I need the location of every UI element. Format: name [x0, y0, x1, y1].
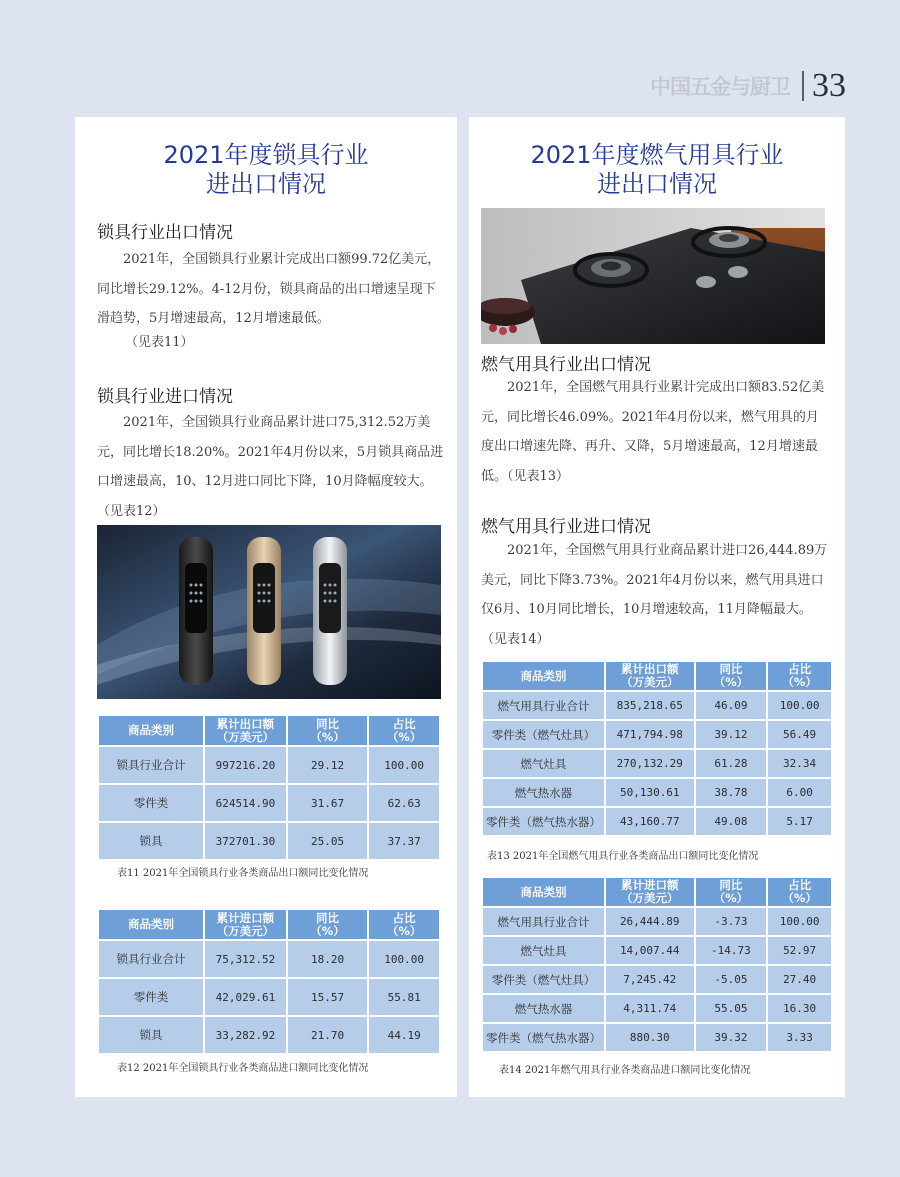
table-row: [482, 749, 832, 778]
cell-amount: 372701.30: [204, 822, 287, 860]
lock-import-paragraph: 2021年，全国锁具行业商品累计进口75,312.52万美元，同比增长18.20%。2021年4月份以来，5月锁具商品进口增速最高，10、12月进口同比下降，10月降幅度较大。（见表12）: [97, 415, 444, 519]
header-category: 商品类别: [98, 909, 204, 940]
cell-share: 62.63: [368, 784, 440, 822]
cell-category: 燃气灶具: [482, 749, 605, 778]
gas-export-paragraph: 2021年，全国燃气用具行业累计完成出口额83.52亿美元，同比增长46.09%。2021年4月份以来，燃气用具的月度出口增速先降、再升、又降，5月增速最高，12月增速最低。（见表13）: [481, 380, 825, 484]
cell-yoy: 55.05: [695, 994, 768, 1023]
cell-category: 零件类（燃气灶具）: [482, 720, 605, 749]
header-yoy: 同比 （%）: [695, 877, 768, 907]
table-header-row: [482, 661, 832, 691]
page-header: [650, 66, 846, 106]
cell-yoy: 46.09: [695, 691, 768, 720]
magazine-logo: 中国五金与厨卫: [650, 75, 790, 99]
table-header-row: [98, 909, 440, 940]
cell-amount: 26,444.89: [605, 907, 695, 936]
lock-import-heading: 锁具行业进口情况: [97, 387, 233, 407]
header-share: 占比 （%）: [368, 715, 440, 746]
table-row: [98, 940, 440, 978]
smart-lock-photo: [97, 525, 441, 699]
header-category: 商品类别: [482, 877, 605, 907]
cell-yoy: -14.73: [695, 936, 768, 965]
gas-stove-photo: [481, 208, 825, 344]
cell-share: 55.81: [368, 978, 440, 1016]
table-row: [482, 1023, 832, 1052]
cell-amount: 33,282.92: [204, 1016, 287, 1054]
table-row: [482, 691, 832, 720]
cell-share: 6.00: [767, 778, 832, 807]
cell-yoy: 38.78: [695, 778, 768, 807]
cell-category: 锁具行业合计: [98, 940, 204, 978]
cell-yoy: 49.08: [695, 807, 768, 836]
title-line-2: 进出口情况: [597, 170, 717, 198]
cell-share: 44.19: [368, 1016, 440, 1054]
table-13-gas-export: [481, 660, 833, 837]
header-share: 占比 （%）: [767, 661, 832, 691]
table-row: [482, 936, 832, 965]
cell-yoy: 39.32: [695, 1023, 768, 1052]
cell-yoy: 29.12: [287, 746, 369, 784]
table-12-caption: 表12 2021年全国锁具行业各类商品进口额同比变化情况: [117, 1063, 369, 1074]
cell-yoy: 21.70: [287, 1016, 369, 1054]
table-row: [98, 746, 440, 784]
cell-share: 5.17: [767, 807, 832, 836]
cell-share: 32.34: [767, 749, 832, 778]
smart-lock-image: [97, 525, 441, 699]
cell-amount: 997216.20: [204, 746, 287, 784]
table-14-caption: 表14 2021年燃气用具行业各类商品进口额同比变化情况: [499, 1065, 751, 1076]
cell-share: 16.30: [767, 994, 832, 1023]
lock-export-heading: 锁具行业出口情况: [97, 223, 233, 243]
page-number: 33: [812, 67, 846, 104]
cell-share: 27.40: [767, 965, 832, 994]
table-row: [482, 907, 832, 936]
header-category: 商品类别: [98, 715, 204, 746]
header-amount: 累计进口额 （万美元）: [605, 877, 695, 907]
cell-amount: 43,160.77: [605, 807, 695, 836]
table-14-gas-import: [481, 876, 833, 1053]
cell-yoy: 15.57: [287, 978, 369, 1016]
cell-category: 锁具行业合计: [98, 746, 204, 784]
title-line-1: 2021年度锁具行业: [163, 141, 369, 169]
cell-amount: 50,130.61: [605, 778, 695, 807]
title-line-2: 进出口情况: [206, 170, 326, 198]
table-row: [482, 720, 832, 749]
lock-export-paragraph: 2021年，全国锁具行业累计完成出口额99.72亿美元，同比增长29.12%。4-12月份，锁具商品的出口增速呈现下滑趋势，5月增速最高，12月增速最低。: [97, 252, 441, 326]
table-11-lock-export: [97, 714, 441, 861]
table-row: [98, 784, 440, 822]
header-amount: 累计出口额 （万美元）: [204, 715, 287, 746]
header-divider: [802, 71, 804, 101]
cell-category: 零件类: [98, 978, 204, 1016]
lock-export-ref: （见表11）: [125, 335, 194, 350]
cell-amount: 4,311.74: [605, 994, 695, 1023]
cell-yoy: 61.28: [695, 749, 768, 778]
cell-share: 52.97: [767, 936, 832, 965]
cell-category: 燃气热水器: [482, 778, 605, 807]
cell-amount: 835,218.65: [605, 691, 695, 720]
gas-export-heading: 燃气用具行业出口情况: [481, 355, 651, 375]
cell-category: 燃气热水器: [482, 994, 605, 1023]
cell-share: 3.33: [767, 1023, 832, 1052]
cell-category: 零件类（燃气热水器）: [482, 1023, 605, 1052]
table-row: [482, 807, 832, 836]
cell-amount: 624514.90: [204, 784, 287, 822]
header-yoy: 同比 （%）: [287, 909, 369, 940]
cell-share: 100.00: [368, 746, 440, 784]
table-header-row: [98, 715, 440, 746]
title-line-1: 2021年度燃气用具行业: [530, 141, 784, 169]
cell-yoy: -5.05: [695, 965, 768, 994]
cell-yoy: 39.12: [695, 720, 768, 749]
cell-category: 燃气用具行业合计: [482, 907, 605, 936]
gas-import-paragraph: 2021年，全国燃气用具行业商品累计进口26,444.89万美元，同比下降3.73%。2021年4月份以来，燃气用具进口仅6月、10月同比增长，10月增速较高，11月降幅最大。（见表14）: [481, 543, 828, 647]
cell-category: 零件类: [98, 784, 204, 822]
lock-industry-column: [75, 117, 457, 1097]
table-row: [98, 1016, 440, 1054]
table-header-row: [482, 877, 832, 907]
cell-yoy: -3.73: [695, 907, 768, 936]
cell-yoy: 18.20: [287, 940, 369, 978]
cell-amount: 42,029.61: [204, 978, 287, 1016]
cell-amount: 14,007.44: [605, 936, 695, 965]
header-share: 占比 （%）: [767, 877, 832, 907]
table-11-caption: 表11 2021年全国锁具行业各类商品出口额同比变化情况: [117, 868, 369, 879]
table-12-lock-import: [97, 908, 441, 1055]
gas-stove-image: [481, 208, 825, 344]
table-row: [482, 778, 832, 807]
cell-amount: 75,312.52: [204, 940, 287, 978]
cell-category: 锁具: [98, 822, 204, 860]
cell-amount: 270,132.29: [605, 749, 695, 778]
cell-share: 100.00: [767, 691, 832, 720]
cell-yoy: 31.67: [287, 784, 369, 822]
cell-amount: 880.30: [605, 1023, 695, 1052]
lock-article-title: [75, 141, 457, 199]
table-13-caption: 表13 2021年全国燃气用具行业各类商品出口额同比变化情况: [487, 851, 759, 862]
gas-import-heading: 燃气用具行业进口情况: [481, 517, 651, 537]
table-row: [98, 822, 440, 860]
header-category: 商品类别: [482, 661, 605, 691]
cell-share: 100.00: [767, 907, 832, 936]
cell-category: 燃气灶具: [482, 936, 605, 965]
cell-share: 56.49: [767, 720, 832, 749]
header-amount: 累计进口额 （万美元）: [204, 909, 287, 940]
cell-category: 燃气用具行业合计: [482, 691, 605, 720]
cell-category: 锁具: [98, 1016, 204, 1054]
cell-category: 零件类（燃气热水器）: [482, 807, 605, 836]
cell-category: 零件类（燃气灶具）: [482, 965, 605, 994]
table-row: [482, 965, 832, 994]
cell-share: 100.00: [368, 940, 440, 978]
header-yoy: 同比 （%）: [695, 661, 768, 691]
gas-article-title: [469, 141, 845, 199]
table-row: [98, 978, 440, 1016]
cell-yoy: 25.05: [287, 822, 369, 860]
header-amount: 累计出口额 （万美元）: [605, 661, 695, 691]
cell-share: 37.37: [368, 822, 440, 860]
header-yoy: 同比 （%）: [287, 715, 369, 746]
header-share: 占比 （%）: [368, 909, 440, 940]
gas-appliance-column: [469, 117, 845, 1097]
table-row: [482, 994, 832, 1023]
cell-amount: 7,245.42: [605, 965, 695, 994]
cell-amount: 471,794.98: [605, 720, 695, 749]
